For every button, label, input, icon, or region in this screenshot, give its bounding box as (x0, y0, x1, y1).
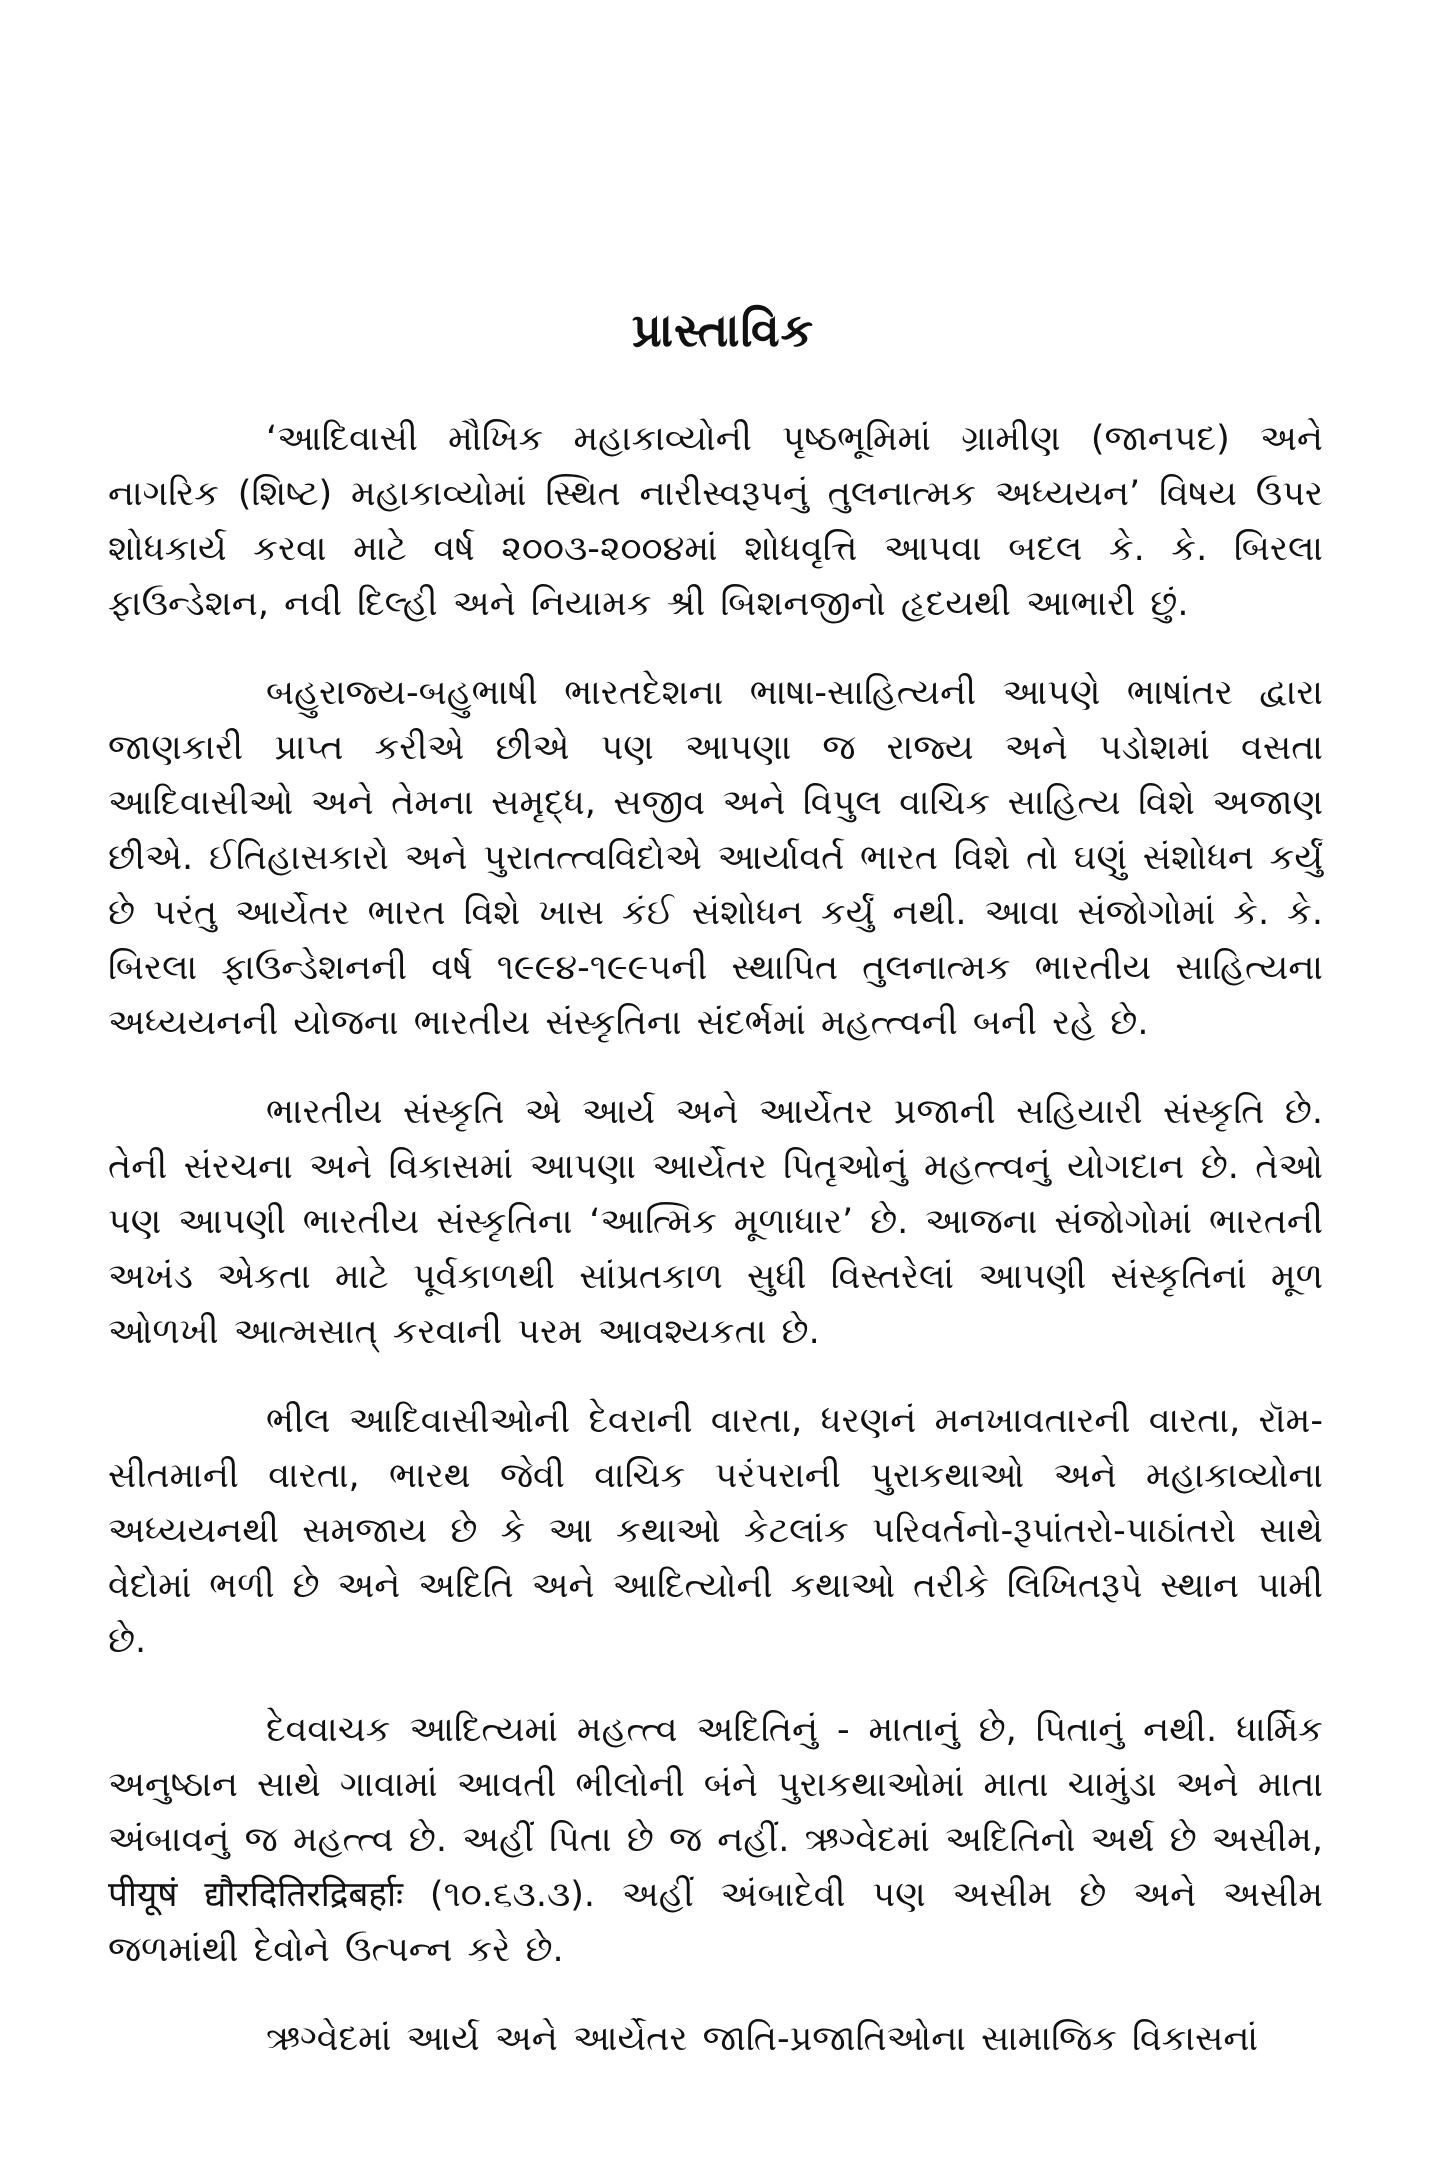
paragraph-1: ‘આદિવાસી મૌખિક મહાકાવ્યોની પૃષ્ઠભૂમિમાં ગ્રામીણ (જાનપદ) અને નાગરિક (શિષ્ટ) મહાકાવ્યોમાં સ્થિત નારીસ્વરૂપનું તુલનાત્મક અધ્યયન’ વિષય ઉપર શોધકાર્ય કરવા માટે વર્ષ ૨૦૦૩-૨૦૦૪માં શોધવૃત્તિ આપવા બદલ કે. કે. બિરલા ફાઉન્ડેશન, નવી દિલ્હી અને નિયામક શ્રી બિશનજીનો હૃદયથી આભારી છું. (108, 419, 1323, 624)
paragraph-2: બહુરાજ્ય-બહુભાષી ભારતદેશના ભાષા-સાહિત્યની આપણે ભાષાંતર દ્વારા જાણકારી પ્રાપ્ત કરીએ છીએ પણ આપણા જ રાજ્ય અને પડોશમાં વસતા આદિવાસીઓ અને તેમના સમૃદ્ધ, સજીવ અને વિપુલ વાચિક સાહિત્ય વિશે અજાણ છીએ. ઈતિહાસકારો અને પુરાતત્ત્વવિદોએ આર્યાવર્ત ભારત વિશે તો ઘણું સંશોધન કર્યું છે પરંતુ આર્યેતર ભારત વિશે ખાસ કંઈ સંશોધન કર્યું નથી. આવા સંજોગોમાં કે. કે. બિરલા ફાઉન્ડેશનની વર્ષ ૧૯૯૪-૧૯૯૫ની સ્થાપિત તુલનાત્મક ભારતીય સાહિત્યના અધ્યયનની યોજના ભારતીય સંસ્કૃતિના સંદર્ભમાં મહત્ત્વની બની રહે છે. (108, 673, 1323, 1043)
body-text (108, 412, 1323, 2101)
page-title: પ્રાસ્તાવિક (631, 303, 815, 357)
paragraph-5: દેવવાચક આદિત્યમાં મહત્ત્વ અદિતિનું - માતાનું છે, પિતાનું નથી. ધાર્મિક અનુષ્ઠાન સાથે ગાવામાં આવતી ભીલોની બંને પુરાકથાઓમાં માતા ચામુંડા અને માતા અંબાવનું જ મહત્ત્વ છે. અહીં પિતા છે જ નહીં. ઋગ્વેદમાં અદિતિનો અર્થ છે અસીમ, पीयूषं द्यौरदितिरद्रिबर्हाः (૧૦.૬૩.૩). અહીં અંબાદેવી પણ અસીમ છે અને અસીમ જળમાંથી દેવોને ઉત્પન્ન કરે છે. (108, 1710, 1323, 1970)
paragraph-3: ભારતીય સંસ્કૃતિ એ આર્ય અને આર્યેતર પ્રજાની સહિયારી સંસ્કૃતિ છે. તેની સંરચના અને વિકાસમાં આપણા આર્યેતર પિતૃઓનું મહત્ત્વનું યોગદાન છે. તેઓ પણ આપણી ભારતીય સંસ્કૃતિના ‘આત્મિક મૂળાધાર’ છે. આજના સંજોગોમાં ભારતની અખંડ એકતા માટે પૂર્વકાળથી સાંપ્રતકાળ સુધી વિસ્તરેલાં આપણી સંસ્કૃતિનાં મૂળ ઓળખી આત્મસાત્ કરવાની પરમ આવશ્યકતા છે. (108, 1092, 1323, 1352)
paragraph-6: ઋગ્વેદમાં આર્ય અને આર્યેતર જાતિ-પ્રજાતિઓના સામાજિક વિકાસનાં (266, 2019, 1259, 2059)
paragraph-4: ભીલ આદિવાસીઓની દેવરાની વારતા, ધરણનં મનખાવતારની વારતા, રૉમ-સીતમાની વારતા, ભારથ જેવી વાચિક પરંપરાની પુરાકથાઓ અને મહાકાવ્યોના અધ્યયનથી સમજાય છે કે આ કથાઓ કેટલાંક પરિવર્તનો-રૂપાંતરો-પાઠાંતરો સાથે વેદોમાં ભળી છે અને અદિતિ અને આદિત્યોની કથાઓ તરીકે લિખિતરૂપે સ્થાન પામી છે. (108, 1401, 1323, 1661)
